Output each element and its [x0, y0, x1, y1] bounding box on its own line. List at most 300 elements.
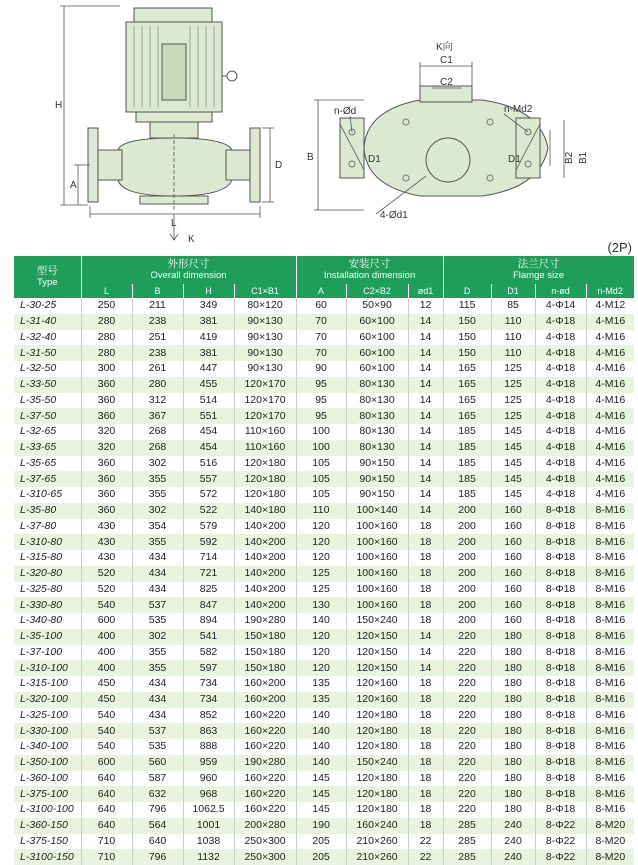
value-cell: 572	[183, 487, 234, 503]
value-cell: 160×240	[346, 818, 408, 834]
value-cell: 520	[81, 582, 132, 598]
value-cell: 190	[296, 818, 346, 834]
value-cell: 430	[81, 534, 132, 550]
spec-table	[14, 256, 635, 865]
type-cell: L-37-65	[14, 471, 81, 487]
value-cell: 160	[491, 613, 535, 629]
value-cell: 4-M16	[586, 408, 634, 424]
type-cell: L-340-80	[14, 613, 81, 629]
value-cell: 450	[81, 676, 132, 692]
value-cell: 160	[491, 550, 535, 566]
value-cell: 145	[491, 487, 535, 503]
value-cell: 847	[183, 597, 234, 613]
value-cell: 90×130	[234, 330, 296, 346]
value-cell: 8-M16	[586, 708, 634, 724]
value-cell: 535	[132, 613, 183, 629]
value-cell: 863	[183, 723, 234, 739]
value-cell: 105	[296, 487, 346, 503]
col-header-a: A	[296, 284, 346, 298]
value-cell: 220	[443, 723, 491, 739]
value-cell: 160	[491, 503, 535, 519]
table-row	[14, 424, 634, 440]
value-cell: 8-M20	[586, 818, 634, 834]
value-cell: 14	[408, 377, 443, 393]
value-cell: 220	[443, 755, 491, 771]
value-cell: 4-Φ18	[535, 345, 586, 361]
value-cell: 734	[183, 676, 234, 692]
value-cell: 852	[183, 708, 234, 724]
group-installation-en: Installation dimension	[323, 270, 416, 281]
type-cell: L-330-80	[14, 597, 81, 613]
value-cell: 285	[443, 834, 491, 850]
type-cell: L-35-100	[14, 629, 81, 645]
value-cell: 4-M16	[586, 456, 634, 472]
table-row	[14, 361, 634, 377]
value-cell: 185	[443, 487, 491, 503]
value-cell: 185	[443, 440, 491, 456]
value-cell: 434	[132, 676, 183, 692]
value-cell: 120×180	[234, 487, 296, 503]
value-cell: 180	[491, 660, 535, 676]
value-cell: 320	[81, 440, 132, 456]
value-cell: 100×140	[346, 503, 408, 519]
value-cell: 400	[81, 645, 132, 661]
value-cell: 238	[132, 345, 183, 361]
value-cell: 8-Φ18	[535, 692, 586, 708]
table-row	[14, 849, 634, 865]
value-cell: 381	[183, 345, 234, 361]
value-cell: 8-M20	[586, 849, 634, 865]
value-cell: 145	[491, 424, 535, 440]
value-cell: 140×200	[234, 550, 296, 566]
value-cell: 180	[491, 739, 535, 755]
value-cell: 8-M16	[586, 786, 634, 802]
value-cell: 360	[81, 393, 132, 409]
value-cell: 1001	[183, 818, 234, 834]
value-cell: 120×150	[346, 645, 408, 661]
col-header-d1: D1	[491, 284, 535, 298]
value-cell: 640	[81, 771, 132, 787]
value-cell: 200	[443, 519, 491, 535]
value-cell: 80×130	[346, 377, 408, 393]
value-cell: 14	[408, 361, 443, 377]
value-cell: 8-M16	[586, 755, 634, 771]
value-cell: 4-M16	[586, 393, 634, 409]
value-cell: 8-M16	[586, 723, 634, 739]
label-b1: B1	[578, 151, 589, 164]
value-cell: 220	[443, 645, 491, 661]
value-cell: 180	[491, 708, 535, 724]
value-cell: 8-Φ18	[535, 503, 586, 519]
type-header	[14, 256, 81, 298]
value-cell: 140	[296, 723, 346, 739]
label-4-od1: 4-Ød1	[380, 210, 408, 221]
value-cell: 302	[132, 503, 183, 519]
value-cell: 205	[296, 849, 346, 865]
type-header-en: Type	[36, 277, 58, 288]
value-cell: 1062.5	[183, 802, 234, 818]
type-cell: L-37-100	[14, 645, 81, 661]
value-cell: 540	[81, 597, 132, 613]
col-header-d: D	[443, 284, 491, 298]
value-cell: 640	[81, 818, 132, 834]
value-cell: 8-M16	[586, 676, 634, 692]
value-cell: 125	[296, 582, 346, 598]
value-cell: 447	[183, 361, 234, 377]
value-cell: 8-M20	[586, 834, 634, 850]
value-cell: 160×220	[234, 786, 296, 802]
value-cell: 120×180	[346, 739, 408, 755]
value-cell: 238	[132, 314, 183, 330]
value-cell: 120×180	[346, 802, 408, 818]
value-cell: 560	[132, 755, 183, 771]
value-cell: 18	[408, 708, 443, 724]
value-cell: 140	[296, 708, 346, 724]
value-cell: 120	[296, 519, 346, 535]
group-overall-en: Overall dimension	[150, 270, 227, 281]
value-cell: 268	[132, 424, 183, 440]
value-cell: 80×120	[234, 298, 296, 314]
value-cell: 632	[132, 786, 183, 802]
value-cell: 360	[81, 471, 132, 487]
value-cell: 579	[183, 519, 234, 535]
value-cell: 150	[443, 330, 491, 346]
value-cell: 734	[183, 692, 234, 708]
value-cell: 8-M16	[586, 566, 634, 582]
value-cell: 18	[408, 566, 443, 582]
value-cell: 160	[491, 582, 535, 598]
table-row	[14, 723, 634, 739]
label-c2: C2	[440, 77, 453, 88]
value-cell: 721	[183, 566, 234, 582]
value-cell: 120×150	[346, 660, 408, 676]
table-row	[14, 519, 634, 535]
value-cell: 140	[296, 755, 346, 771]
value-cell: 1038	[183, 834, 234, 850]
value-cell: 145	[296, 771, 346, 787]
value-cell: 8-M16	[586, 802, 634, 818]
value-cell: 120×160	[346, 676, 408, 692]
table-row	[14, 550, 634, 566]
value-cell: 180	[491, 629, 535, 645]
value-cell: 22	[408, 849, 443, 865]
motor-cap	[134, 8, 212, 22]
value-cell: 796	[132, 802, 183, 818]
value-cell: 8-M16	[586, 771, 634, 787]
value-cell: 522	[183, 503, 234, 519]
value-cell: 888	[183, 739, 234, 755]
label-b2: B2	[564, 151, 575, 164]
value-cell: 320	[81, 424, 132, 440]
label-d1-right: D1	[508, 154, 521, 165]
table-row	[14, 660, 634, 676]
value-cell: 454	[183, 440, 234, 456]
label-d: D	[275, 160, 283, 171]
table-row	[14, 534, 634, 550]
value-cell: 120	[296, 660, 346, 676]
value-cell: 80×130	[346, 408, 408, 424]
value-cell: 220	[443, 771, 491, 787]
value-cell: 400	[81, 629, 132, 645]
value-cell: 540	[81, 739, 132, 755]
value-cell: 355	[132, 471, 183, 487]
value-cell: 430	[81, 550, 132, 566]
value-cell: 150	[443, 345, 491, 361]
value-cell: 4-Φ18	[535, 487, 586, 503]
value-cell: 8-M16	[586, 660, 634, 676]
value-cell: 110	[296, 503, 346, 519]
value-cell: 180	[491, 786, 535, 802]
value-cell: 8-M16	[586, 597, 634, 613]
value-cell: 60×100	[346, 314, 408, 330]
type-cell: L-3100-150	[14, 849, 81, 865]
value-cell: 100×160	[346, 534, 408, 550]
value-cell: 190×280	[234, 613, 296, 629]
value-cell: 4-M12	[586, 298, 634, 314]
value-cell: 8-Φ18	[535, 755, 586, 771]
value-cell: 4-M16	[586, 377, 634, 393]
value-cell: 85	[491, 298, 535, 314]
value-cell: 150×240	[346, 755, 408, 771]
value-cell: 100×160	[346, 597, 408, 613]
value-cell: 8-Φ22	[535, 834, 586, 850]
value-cell: 165	[443, 408, 491, 424]
value-cell: 145	[491, 440, 535, 456]
value-cell: 115	[443, 298, 491, 314]
value-cell: 160	[491, 597, 535, 613]
value-cell: 360	[81, 503, 132, 519]
value-cell: 120×180	[234, 456, 296, 472]
value-cell: 8-M16	[586, 582, 634, 598]
table-row	[14, 456, 634, 472]
col-header-h: H	[183, 284, 234, 298]
value-cell: 22	[408, 834, 443, 850]
type-cell: L-375-150	[14, 834, 81, 850]
value-cell: 18	[408, 755, 443, 771]
value-cell: 8-M16	[586, 613, 634, 629]
type-header-cn: 型号	[36, 265, 58, 277]
value-cell: 95	[296, 377, 346, 393]
value-cell: 8-Φ18	[535, 771, 586, 787]
col-header-od1: ød1	[408, 284, 443, 298]
value-cell: 450	[81, 692, 132, 708]
table-row	[14, 629, 634, 645]
type-cell: L-330-100	[14, 723, 81, 739]
value-cell: 160×220	[234, 739, 296, 755]
value-cell: 8-M16	[586, 692, 634, 708]
col-header-c1b1: C1×B1	[234, 284, 296, 298]
value-cell: 8-Φ18	[535, 519, 586, 535]
value-cell: 8-Φ18	[535, 534, 586, 550]
value-cell: 185	[443, 471, 491, 487]
table-row	[14, 314, 634, 330]
value-cell: 4-M16	[586, 314, 634, 330]
value-cell: 250×300	[234, 834, 296, 850]
value-cell: 160	[491, 566, 535, 582]
value-cell: 150×180	[234, 660, 296, 676]
value-cell: 80×130	[346, 424, 408, 440]
value-cell: 710	[81, 849, 132, 865]
value-cell: 537	[132, 597, 183, 613]
value-cell: 434	[132, 708, 183, 724]
value-cell: 968	[183, 786, 234, 802]
value-cell: 280	[81, 314, 132, 330]
value-cell: 4-Φ14	[535, 298, 586, 314]
table-row	[14, 345, 634, 361]
value-cell: 640	[81, 802, 132, 818]
value-cell: 80×130	[346, 393, 408, 409]
table-row	[14, 330, 634, 346]
type-cell: L-32-65	[14, 424, 81, 440]
type-cell: L-310-65	[14, 487, 81, 503]
value-cell: 220	[443, 739, 491, 755]
type-cell: L-360-150	[14, 818, 81, 834]
value-cell: 105	[296, 471, 346, 487]
value-cell: 160	[491, 534, 535, 550]
value-cell: 796	[132, 849, 183, 865]
value-cell: 120	[296, 550, 346, 566]
value-cell: 564	[132, 818, 183, 834]
value-cell: 211	[132, 298, 183, 314]
table-row	[14, 582, 634, 598]
value-cell: 145	[296, 786, 346, 802]
table-row	[14, 708, 634, 724]
value-cell: 180	[491, 676, 535, 692]
value-cell: 8-Φ18	[535, 629, 586, 645]
col-header-c2b2: C2×B2	[346, 284, 408, 298]
value-cell: 105	[296, 456, 346, 472]
value-cell: 4-Φ18	[535, 314, 586, 330]
value-cell: 125	[491, 377, 535, 393]
page-number: (2P)	[607, 240, 632, 255]
value-cell: 355	[132, 660, 183, 676]
value-cell: 8-M16	[586, 739, 634, 755]
label-c1: C1	[440, 55, 453, 66]
label-d1-left: D1	[368, 154, 381, 165]
value-cell: 430	[81, 519, 132, 535]
value-cell: 90×130	[234, 345, 296, 361]
value-cell: 8-Φ18	[535, 676, 586, 692]
value-cell: 454	[183, 424, 234, 440]
type-cell: L-310-80	[14, 534, 81, 550]
value-cell: 710	[81, 834, 132, 850]
value-cell: 95	[296, 408, 346, 424]
value-cell: 4-M16	[586, 487, 634, 503]
group-overall-cn: 外形尺寸	[167, 258, 210, 270]
value-cell: 120	[296, 629, 346, 645]
front-view	[88, 8, 260, 204]
value-cell: 355	[132, 645, 183, 661]
value-cell: 355	[132, 534, 183, 550]
group-installation-dimension	[296, 256, 443, 284]
value-cell: 120	[296, 645, 346, 661]
value-cell: 4-Φ18	[535, 361, 586, 377]
value-cell: 165	[443, 361, 491, 377]
value-cell: 240	[491, 849, 535, 865]
value-cell: 140	[296, 613, 346, 629]
value-cell: 960	[183, 771, 234, 787]
value-cell: 360	[81, 377, 132, 393]
value-cell: 120×180	[234, 471, 296, 487]
value-cell: 185	[443, 424, 491, 440]
type-cell: L-33-65	[14, 440, 81, 456]
value-cell: 894	[183, 613, 234, 629]
value-cell: 4-Φ18	[535, 330, 586, 346]
value-cell: 360	[81, 456, 132, 472]
plan-view	[340, 86, 548, 196]
table-row	[14, 676, 634, 692]
label-k: K	[188, 234, 195, 245]
table-row	[14, 786, 634, 802]
type-cell: L-31-50	[14, 345, 81, 361]
value-cell: 4-Φ18	[535, 440, 586, 456]
table-row	[14, 471, 634, 487]
col-header-l: L	[81, 284, 132, 298]
type-cell: L-35-50	[14, 393, 81, 409]
value-cell: 600	[81, 755, 132, 771]
type-cell: L-31-40	[14, 314, 81, 330]
value-cell: 60×100	[346, 361, 408, 377]
value-cell: 200	[443, 613, 491, 629]
type-cell: L-350-100	[14, 755, 81, 771]
value-cell: 70	[296, 345, 346, 361]
value-cell: 190×280	[234, 755, 296, 771]
value-cell: 381	[183, 314, 234, 330]
value-cell: 14	[408, 645, 443, 661]
value-cell: 18	[408, 786, 443, 802]
value-cell: 8-M16	[586, 519, 634, 535]
value-cell: 200	[443, 566, 491, 582]
type-cell: L-37-50	[14, 408, 81, 424]
value-cell: 354	[132, 519, 183, 535]
value-cell: 200	[443, 550, 491, 566]
table-body	[14, 298, 634, 865]
value-cell: 434	[132, 692, 183, 708]
technical-drawing	[0, 0, 638, 255]
value-cell: 90	[296, 361, 346, 377]
value-cell: 18	[408, 739, 443, 755]
value-cell: 140×180	[234, 503, 296, 519]
value-cell: 180	[491, 645, 535, 661]
group-flange-cn: 法兰尺寸	[517, 258, 560, 270]
value-cell: 160×200	[234, 692, 296, 708]
value-cell: 14	[408, 487, 443, 503]
value-cell: 185	[443, 456, 491, 472]
value-cell: 140×200	[234, 566, 296, 582]
value-cell: 18	[408, 519, 443, 535]
label-a: A	[70, 180, 77, 191]
value-cell: 18	[408, 802, 443, 818]
value-cell: 165	[443, 377, 491, 393]
value-cell: 180	[491, 771, 535, 787]
value-cell: 285	[443, 849, 491, 865]
value-cell: 110	[491, 330, 535, 346]
type-cell: L-33-50	[14, 377, 81, 393]
type-cell: L-30-25	[14, 298, 81, 314]
value-cell: 14	[408, 424, 443, 440]
value-cell: 100	[296, 424, 346, 440]
value-cell: 250×300	[234, 849, 296, 865]
value-cell: 140×200	[234, 519, 296, 535]
value-cell: 355	[132, 487, 183, 503]
value-cell: 640	[132, 834, 183, 850]
value-cell: 120×150	[346, 629, 408, 645]
label-l: L	[171, 218, 177, 229]
value-cell: 145	[491, 471, 535, 487]
value-cell: 250	[81, 298, 132, 314]
value-cell: 14	[408, 408, 443, 424]
value-cell: 8-M16	[586, 629, 634, 645]
